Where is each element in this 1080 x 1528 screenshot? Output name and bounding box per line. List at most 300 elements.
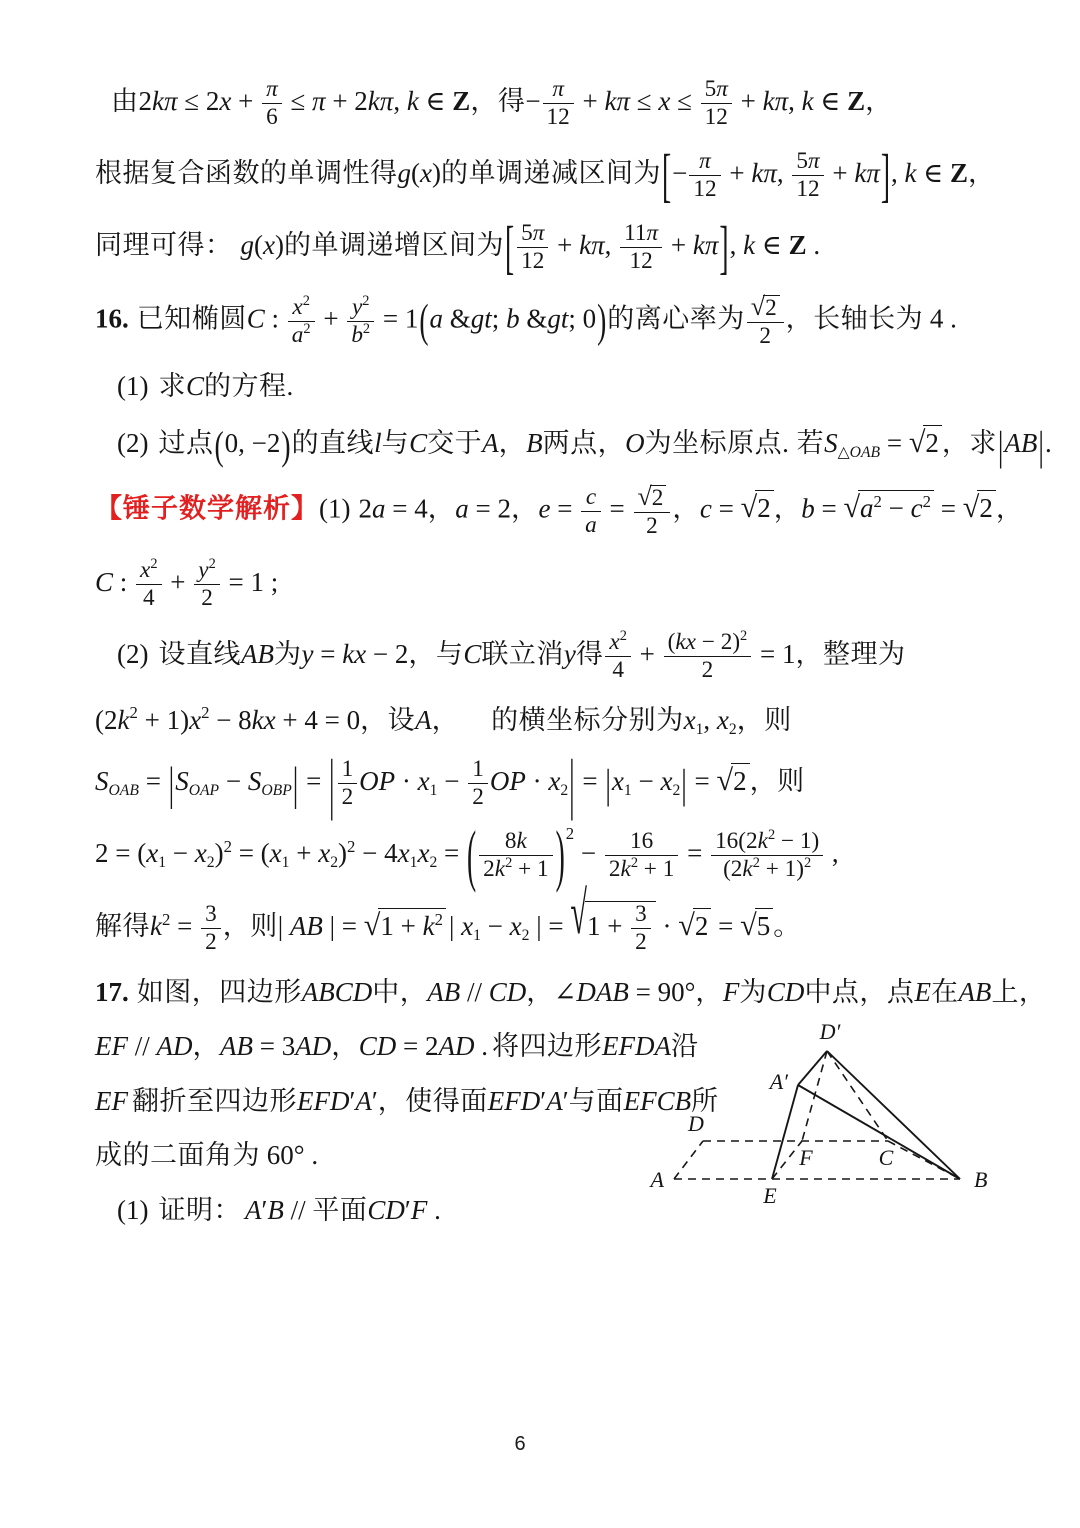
radical-sign: √	[740, 908, 757, 943]
math-run: A′B //	[244, 1195, 313, 1225]
math-run: 11π	[624, 220, 659, 247]
math-run: 2 = (x	[95, 838, 159, 869]
math-run: 2	[201, 585, 213, 612]
math-sqrt	[751, 293, 780, 321]
math-run: =	[437, 838, 466, 869]
radicand	[923, 425, 942, 462]
stretch-bracket: ]	[719, 213, 729, 280]
math-run: 2	[651, 485, 664, 512]
math-fraction	[699, 77, 734, 130]
vertex-label-Dp: D′	[819, 1019, 841, 1045]
line-q16-stem	[95, 293, 1022, 349]
math-run: AB	[1004, 428, 1038, 459]
math-run: =	[680, 838, 710, 869]
math-run: =	[934, 493, 963, 524]
text-run: 将四边形	[492, 1031, 602, 1062]
math-fraction	[603, 829, 680, 882]
fraction-denominator	[468, 783, 488, 810]
bold-text: Z	[950, 157, 969, 188]
stretch-bracket: [	[504, 213, 515, 280]
math-run: (2k	[723, 856, 753, 883]
math-run: C :	[95, 567, 135, 598]
math-sqrt	[570, 879, 655, 956]
math-run: =	[602, 493, 632, 524]
math-run: | x	[448, 911, 474, 942]
math-run: 0, −2	[224, 428, 281, 459]
bold-text: 17.	[95, 976, 129, 1007]
text-run: ，使得面	[377, 1085, 488, 1116]
line-q15-domain	[111, 77, 1022, 130]
math-run: x	[292, 293, 303, 320]
math-run: OP · x	[489, 765, 561, 796]
math-run: a	[291, 321, 304, 348]
math-run: −	[574, 838, 603, 869]
text-run: 同理可得：	[95, 230, 233, 261]
text-run: ，	[695, 976, 723, 1007]
radical-sign: √	[637, 482, 652, 512]
math-run: , k ∈	[729, 230, 789, 261]
fraction-numerator	[136, 558, 162, 584]
math-run: b	[351, 321, 363, 348]
stretch-bracket: |	[681, 759, 687, 806]
math-run: 2	[925, 428, 939, 459]
text-run: 所	[691, 1085, 719, 1116]
math-run: C	[409, 428, 428, 459]
radicand	[378, 908, 446, 945]
superscript: 2	[347, 836, 356, 856]
math-run: 2	[979, 493, 993, 524]
superscript: 2	[208, 556, 216, 573]
math-run: 12	[546, 104, 570, 131]
math-fraction	[687, 149, 722, 202]
radicand	[731, 763, 750, 800]
text-run: 已知椭圆	[136, 303, 247, 334]
math-run: 12	[693, 176, 717, 203]
math-run: AB	[958, 976, 992, 1007]
math-run: (2)	[117, 428, 149, 459]
math-run: AB // CD	[427, 976, 527, 1007]
text-run: ，	[773, 493, 802, 524]
math-run: 2kπ ≤ 2x +	[138, 85, 261, 116]
math-run: 60°	[260, 1140, 305, 1171]
radical-sign: √	[740, 490, 758, 525]
radicand	[977, 490, 996, 527]
text-run: 平面	[312, 1195, 368, 1225]
math-sqrt	[638, 483, 667, 511]
math-run: 5π	[796, 148, 820, 175]
text-run: 则	[250, 911, 278, 942]
fraction-denominator	[201, 928, 221, 955]
text-run: ，	[192, 1031, 221, 1062]
text-run: ，	[672, 493, 700, 524]
math-run: − 8kx + 4 = 0	[209, 704, 361, 735]
text-run: 上，	[991, 976, 1047, 1007]
subscript: 2	[672, 781, 681, 799]
vertex-label-A: A	[650, 1167, 664, 1193]
fraction-numerator	[201, 902, 221, 928]
math-run: 4	[612, 657, 624, 684]
line-q17-stem	[95, 975, 1047, 1011]
subscript: 2	[560, 781, 569, 799]
radicand	[585, 901, 656, 955]
math-run: 1	[472, 756, 484, 783]
math-run: E	[914, 976, 931, 1007]
math-run: (kx − 2)	[667, 629, 741, 656]
math-sqrt	[364, 906, 446, 946]
math-fraction	[790, 149, 825, 202]
math-run: EFD′A′	[487, 1085, 569, 1116]
math-run: =	[575, 765, 605, 796]
math-run: | =	[529, 911, 571, 942]
fraction-denominator	[194, 584, 220, 611]
text-run: 沿	[670, 1031, 699, 1062]
dashed-edge-Dp-C	[827, 1051, 888, 1141]
fraction-numerator	[194, 558, 220, 584]
math-run: 4	[142, 585, 155, 612]
math-run: x	[417, 838, 430, 869]
fraction-denominator	[747, 322, 784, 349]
math-run: | AB | =	[277, 911, 364, 942]
fraction-denominator	[288, 321, 315, 348]
fraction-denominator	[581, 511, 601, 538]
line-q16-part2	[117, 421, 1052, 469]
math-run: 3	[205, 901, 217, 928]
line-solution-part2-setup	[117, 630, 1022, 683]
fraction-denominator	[347, 321, 374, 348]
line-q15-increasing	[95, 213, 1022, 280]
math-run: a &gt; b &gt; 0	[429, 303, 597, 334]
superscript: 2	[362, 292, 370, 309]
superscript: 2	[161, 909, 171, 929]
text-run: ，	[470, 85, 498, 116]
fraction-numerator	[517, 221, 548, 247]
superscript: 2	[302, 292, 310, 309]
radicand	[755, 490, 774, 527]
superscript: 2	[619, 628, 627, 645]
line-quadratic	[95, 703, 1022, 739]
text-run: ，则	[749, 765, 805, 796]
radicand	[763, 295, 780, 321]
text-run: 在	[930, 976, 959, 1007]
fraction-denominator	[543, 103, 574, 130]
superscript: 2	[740, 628, 748, 645]
math-run: EFD′A′	[297, 1085, 378, 1116]
radicand	[650, 485, 667, 511]
math-fraction	[336, 757, 360, 810]
text-run: ，	[510, 493, 539, 524]
math-run: (2)	[117, 639, 149, 670]
radical-sign: √	[908, 425, 926, 460]
line-q16-part1	[117, 369, 1022, 405]
math-run: 12	[629, 248, 653, 275]
vertex-label-D: D	[688, 1111, 704, 1137]
text-run: 的单调递增区间为	[283, 230, 504, 261]
text-run: 设直线	[158, 639, 241, 670]
math-run: F	[722, 976, 740, 1007]
math-run: a	[585, 511, 597, 538]
subscript: OBP	[261, 781, 292, 799]
math-run: (1)	[319, 493, 351, 524]
text-run: ，	[995, 493, 1024, 524]
subscript: 1	[473, 927, 481, 945]
stretch-bracket: (	[467, 815, 477, 893]
text-run: 得	[497, 85, 526, 116]
text-run: 如图，四边形	[136, 976, 302, 1007]
math-run: 5π	[521, 220, 545, 247]
geometry-figure	[630, 1013, 1028, 1225]
math-run: =	[138, 765, 168, 796]
text-run: 与	[381, 428, 410, 459]
math-run: (1)	[117, 1195, 149, 1225]
math-run: − c	[881, 493, 923, 524]
line-area-equation	[95, 744, 1022, 820]
text-run: 证明：	[158, 1195, 241, 1225]
math-run: c	[585, 483, 597, 510]
line-final-answer	[95, 879, 1022, 956]
fraction-numerator	[689, 149, 720, 175]
math-run: b =	[801, 493, 844, 524]
superscript: 2	[223, 836, 232, 856]
text-run: 联立消	[481, 639, 564, 670]
math-run: = (x	[231, 838, 282, 869]
math-run: C	[463, 639, 482, 670]
subscript: 1	[429, 781, 438, 799]
math-run: − x	[480, 911, 522, 942]
text-run: 的方程.	[204, 370, 294, 401]
stretch-bracket: [	[661, 140, 672, 208]
math-run: .	[806, 230, 821, 261]
math-run: = 1	[376, 303, 419, 334]
stretch-bracket: |	[292, 756, 299, 809]
math-run: 2k	[483, 856, 506, 883]
fraction-denominator	[631, 928, 651, 955]
math-fraction	[466, 757, 490, 810]
math-run: AB = 3AD	[220, 1031, 332, 1062]
math-run: 12	[796, 176, 820, 203]
math-run: 2a = 4	[358, 493, 428, 524]
math-run: − x	[166, 838, 207, 869]
vertex-label-B: B	[974, 1167, 988, 1193]
math-run: S	[95, 765, 109, 796]
math-run: + kπ	[664, 230, 719, 261]
math-run: )	[338, 838, 348, 869]
page-number: 6	[514, 1433, 526, 1455]
text-run: 求	[158, 370, 186, 401]
math-run: =	[170, 911, 200, 942]
math-run: 2	[646, 513, 658, 540]
stretch-bracket: |	[569, 744, 575, 820]
math-run: − 1)	[775, 828, 820, 855]
fraction-numerator	[792, 149, 823, 175]
math-run: , k ∈	[891, 157, 951, 188]
fraction-denominator	[605, 656, 631, 683]
math-run: .	[474, 1031, 488, 1062]
stretch-bracket: |	[329, 744, 335, 820]
vertex-label-E: E	[763, 1183, 777, 1209]
math-run: 1	[341, 756, 354, 783]
math-run: = 1 ;	[221, 567, 279, 598]
math-run: + 1	[638, 856, 675, 883]
math-sqrt	[740, 906, 773, 946]
math-run: 12	[704, 104, 728, 131]
text-run: 的横坐标分别为	[491, 704, 684, 735]
fraction-numerator	[747, 293, 784, 322]
math-run: −	[672, 157, 688, 188]
math-run: O	[625, 428, 645, 459]
math-run: π	[552, 76, 564, 102]
math-fraction	[134, 558, 164, 611]
fraction-numerator	[634, 483, 671, 512]
math-run: 12	[521, 248, 545, 275]
subscript: 1	[281, 854, 290, 872]
math-run: S	[824, 428, 838, 459]
math-run: + kπ ≤ x ≤	[575, 85, 699, 116]
math-fraction	[603, 630, 633, 683]
math-fraction	[579, 485, 603, 538]
text-run: 的单调递减区间为	[440, 157, 661, 188]
line-q15-decreasing	[95, 140, 1022, 208]
math-sqrt	[717, 761, 750, 801]
text-run: 根据复合函数的单调性得	[95, 157, 398, 188]
math-run: y	[351, 293, 363, 320]
fraction-denominator	[262, 103, 282, 130]
fraction-denominator	[517, 247, 548, 274]
text-run: 解得	[95, 911, 150, 942]
math-run: + kπ,	[722, 157, 791, 188]
text-run: ，长轴长为	[785, 303, 924, 334]
superscript: 2	[129, 703, 138, 723]
math-run: AB	[240, 639, 274, 670]
math-fraction	[286, 292, 317, 348]
text-run: 两点，	[542, 428, 626, 459]
math-run: EF // AD	[95, 1031, 193, 1062]
superscript: 2	[303, 321, 311, 338]
text-run: 为	[273, 639, 302, 670]
math-run: 1 + k	[380, 911, 435, 942]
math-run: EFCB	[623, 1085, 692, 1116]
math-run: .	[1044, 428, 1052, 459]
fraction-numerator	[262, 77, 282, 103]
subscript: 1	[158, 854, 167, 872]
fraction-numerator	[543, 77, 574, 103]
radical-sign: √	[363, 908, 381, 943]
superscript: 2	[150, 556, 158, 573]
text-run: ，	[222, 911, 251, 942]
math-run: a = 2	[455, 493, 511, 524]
math-run: −	[437, 765, 467, 796]
fraction-numerator	[581, 485, 601, 511]
superscript: 2	[565, 824, 575, 844]
math-run: π	[266, 76, 278, 102]
math-fraction	[618, 221, 664, 274]
math-run: CD = 2AD	[358, 1031, 475, 1062]
math-run: , x	[703, 704, 729, 735]
stretch-bracket: |	[168, 756, 175, 809]
superscript: 2	[752, 855, 760, 872]
bold-text: Z	[788, 230, 807, 261]
superscript: 2	[505, 855, 513, 872]
math-run: CD′F	[367, 1195, 428, 1225]
text-run: ，	[431, 704, 460, 735]
superscript: 2	[434, 909, 443, 929]
subscript: 1	[623, 781, 632, 799]
fraction-denominator	[479, 855, 552, 882]
radical-sign: √	[570, 879, 587, 948]
text-run: 中，	[372, 976, 428, 1007]
math-run: x	[683, 704, 696, 735]
superscript: 2	[873, 492, 882, 512]
text-run: 过点	[158, 428, 214, 459]
math-run: = 1	[753, 639, 796, 670]
text-run: 交于	[427, 428, 483, 459]
math-fraction	[515, 221, 550, 274]
math-run: g(x)	[240, 230, 284, 261]
math-run: − x	[631, 765, 673, 796]
text-run: 成的二面角为	[95, 1140, 260, 1171]
math-run: 2	[757, 493, 771, 524]
math-run: + kπ, k ∈	[733, 85, 848, 116]
text-run: ，	[427, 493, 456, 524]
math-fraction	[709, 829, 825, 882]
fraction-numerator	[605, 829, 678, 855]
superscript: 2	[201, 703, 210, 723]
math-run: x	[611, 765, 624, 796]
stretch-bracket: )	[555, 815, 565, 893]
stretch-bracket: )	[597, 293, 607, 347]
math-run: y	[563, 639, 576, 670]
math-run: x	[140, 557, 151, 584]
math-run: =	[687, 765, 717, 796]
math-run: − S	[219, 765, 262, 796]
math-run: 6	[266, 104, 278, 131]
math-run: + 1)	[759, 856, 804, 883]
math-sqrt	[963, 488, 996, 528]
math-run: 2	[341, 784, 354, 811]
subscript: 2	[728, 720, 737, 738]
math-run: ∠DAB = 90°	[553, 976, 696, 1007]
vertex-label-Ap: A′	[769, 1069, 788, 1095]
radicand	[693, 908, 712, 945]
text-run: 翻折至四边形	[132, 1085, 297, 1116]
vertex-label-C: C	[878, 1145, 894, 1171]
stretch-bracket: |	[1038, 421, 1044, 469]
radical-sign: √	[678, 908, 695, 943]
math-run: 3	[635, 901, 647, 928]
text-run: ，	[526, 976, 554, 1007]
math-run: A	[415, 704, 432, 735]
text-run: ，	[498, 428, 527, 459]
math-run: 2	[765, 295, 777, 322]
math-run: l	[374, 428, 382, 459]
math-run: 8k	[504, 828, 527, 855]
fraction-denominator	[620, 247, 662, 274]
math-run: S	[175, 765, 189, 796]
math-run: =	[711, 911, 741, 942]
fraction-denominator	[136, 584, 162, 611]
math-fraction	[662, 630, 754, 683]
fraction-numerator	[605, 630, 631, 656]
fraction-numerator	[338, 757, 358, 783]
fraction-numerator	[711, 829, 823, 855]
math-run: 16(2k	[715, 828, 768, 855]
radical-sign: √	[716, 762, 734, 797]
solid-edge-Dp-B	[827, 1051, 960, 1179]
math-run: )	[214, 838, 224, 869]
math-run: y	[198, 557, 209, 584]
text-run: ，	[865, 85, 893, 116]
math-run: +	[163, 567, 193, 598]
math-run: 16	[630, 828, 654, 855]
